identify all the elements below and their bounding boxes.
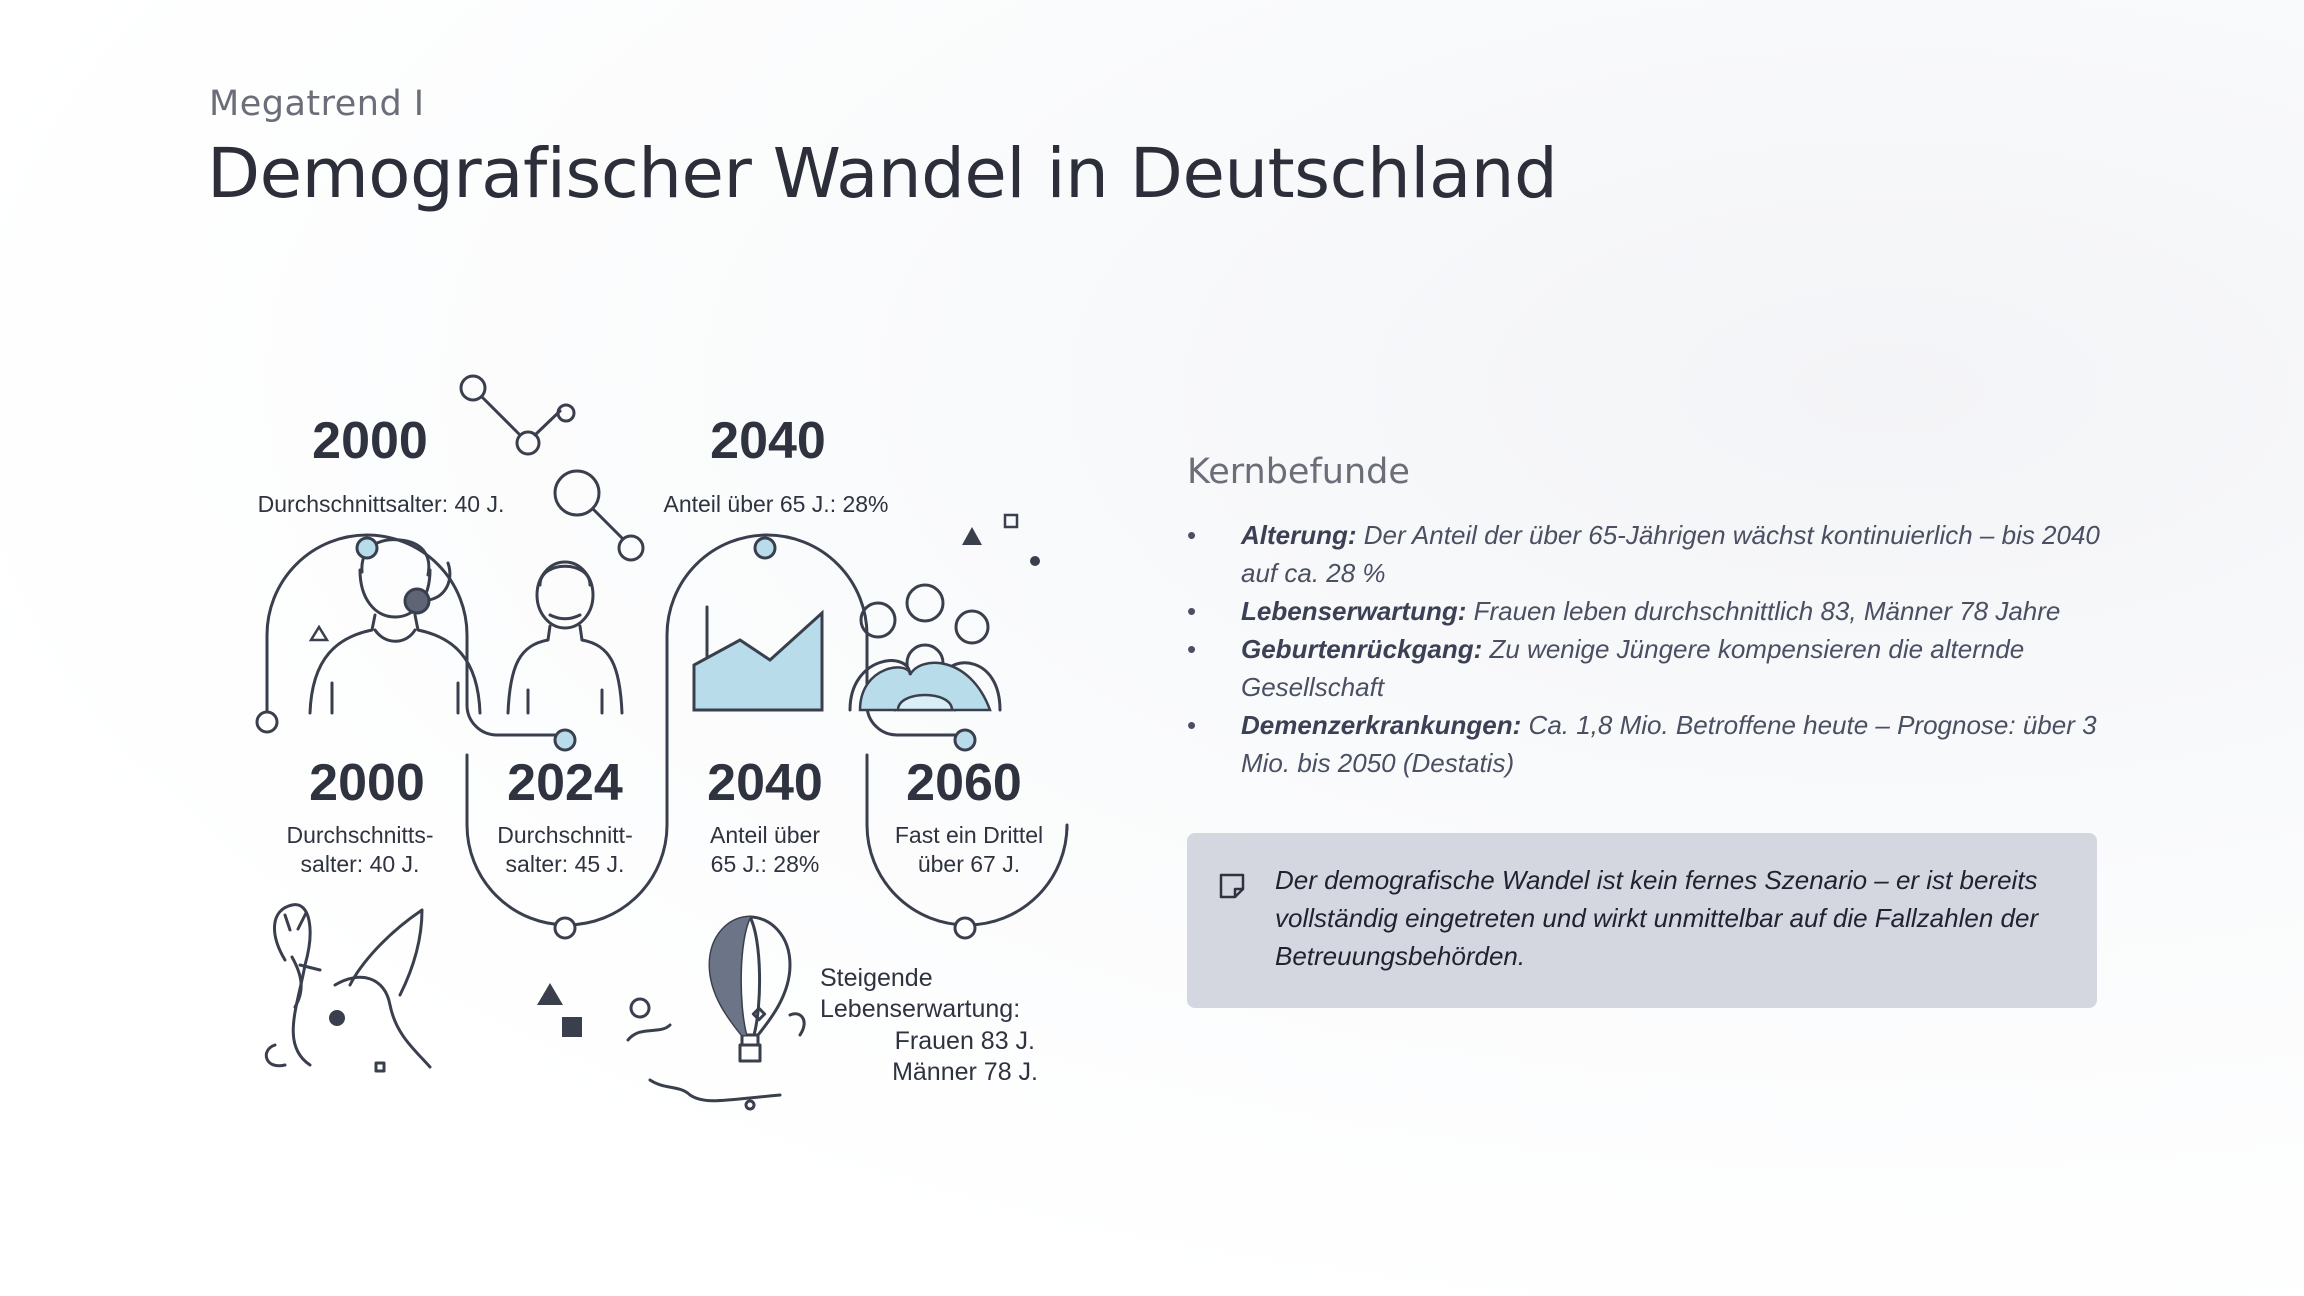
top-right-year: 2040 <box>710 412 826 470</box>
molecule-icon <box>461 376 574 454</box>
finding-text: Der Anteil der über 65-Jährigen wächst kontinuierlich – bis 2040 auf ca. 28 % <box>1241 520 2100 588</box>
timeline-node <box>555 730 575 750</box>
timeline-caption-2a: Durchschnitt- <box>497 822 633 848</box>
timeline-year-4: 2060 <box>906 754 1022 812</box>
top-left-caption: Durchschnittsalter: 40 J. <box>257 491 505 517</box>
timeline-caption-3b: 65 J.: 28% <box>710 851 820 877</box>
top-left-year: 2000 <box>312 412 428 470</box>
hummingbird-icon <box>266 905 430 1071</box>
list-item <box>1187 516 2107 592</box>
triangle-icon <box>962 527 982 545</box>
dot-icon <box>329 1010 345 1026</box>
timeline-year-2: 2024 <box>507 754 623 812</box>
timeline-node <box>357 538 377 558</box>
timeline-caption-1a: Durchschnitts- <box>286 822 434 848</box>
note-icon <box>1217 871 1247 901</box>
top-right-caption: Anteil über 65 J.: 28% <box>663 491 889 517</box>
timeline-caption-4b: über 67 J. <box>917 851 1021 877</box>
molecule-icon <box>555 471 643 560</box>
finding-label: Alterung: <box>1241 520 1357 550</box>
callout-box <box>1187 833 2097 1008</box>
finding-text: Zu wenige Jüngere kompensieren die alternde Gesellschaft <box>1241 634 2025 702</box>
life-expectancy-line-3: Frauen 83 J. <box>894 1027 1035 1055</box>
timeline-caption-4a: Fast ein Drittel <box>894 822 1044 848</box>
dot-icon <box>405 589 429 613</box>
slide-kicker: Megatrend I <box>209 84 425 124</box>
timeline-node <box>755 538 775 558</box>
timeline-year-3: 2040 <box>707 754 823 812</box>
list-item <box>1187 630 2107 706</box>
timeline-caption-3a: Anteil über <box>710 822 820 848</box>
timeline-caption-1b: salter: 40 J. <box>300 851 420 877</box>
chart-area-icon <box>694 613 822 710</box>
timeline-year-1: 2000 <box>309 754 425 812</box>
finding-text: Frauen leben durchschnittlich 83, Männer 78 Jahre <box>1466 596 2061 626</box>
finding-text: Ca. 1,8 Mio. Betroffene heute – Prognose: über 3 Mio. bis 2050 (Destatis) <box>1241 710 2097 778</box>
slide-title: Demografischer Wandel in Deutschland <box>207 134 1558 214</box>
list-item <box>1187 706 2107 782</box>
timeline-node <box>955 918 975 938</box>
timeline-node <box>257 712 277 732</box>
dot-icon <box>1030 556 1040 566</box>
list-item <box>1187 592 2107 630</box>
life-expectancy-line-4: Männer 78 J. <box>892 1058 1038 1086</box>
timeline-caption-2b: salter: 45 J. <box>505 851 625 877</box>
callout-text: Der demografische Wandel ist kein fernes Szenario – er ist bereits vollständig eingetreten und wirkt unmittelbar auf die Fallzahlen der Betreuungsbehörden. <box>1275 865 2039 971</box>
triangle-icon <box>537 983 563 1005</box>
square-icon <box>562 1017 582 1037</box>
findings-list <box>1187 516 2107 782</box>
life-expectancy-line-1: Steigende <box>820 964 933 992</box>
square-icon <box>1005 515 1017 527</box>
young-person-icon <box>310 540 480 713</box>
older-person-icon <box>508 562 622 713</box>
finding-label: Lebenserwartung: <box>1241 596 1467 626</box>
finding-label: Demenzerkrankungen: <box>1241 710 1522 740</box>
life-expectancy-line-2: Lebenserwartung: <box>820 995 1021 1023</box>
timeline-node <box>555 918 575 938</box>
demographic-illustration <box>210 345 1110 1135</box>
triangle-icon <box>311 627 327 640</box>
findings-heading: Kernbefunde <box>1187 452 1410 492</box>
timeline-node <box>955 730 975 750</box>
finding-label: Geburtenrückgang: <box>1241 634 1483 664</box>
